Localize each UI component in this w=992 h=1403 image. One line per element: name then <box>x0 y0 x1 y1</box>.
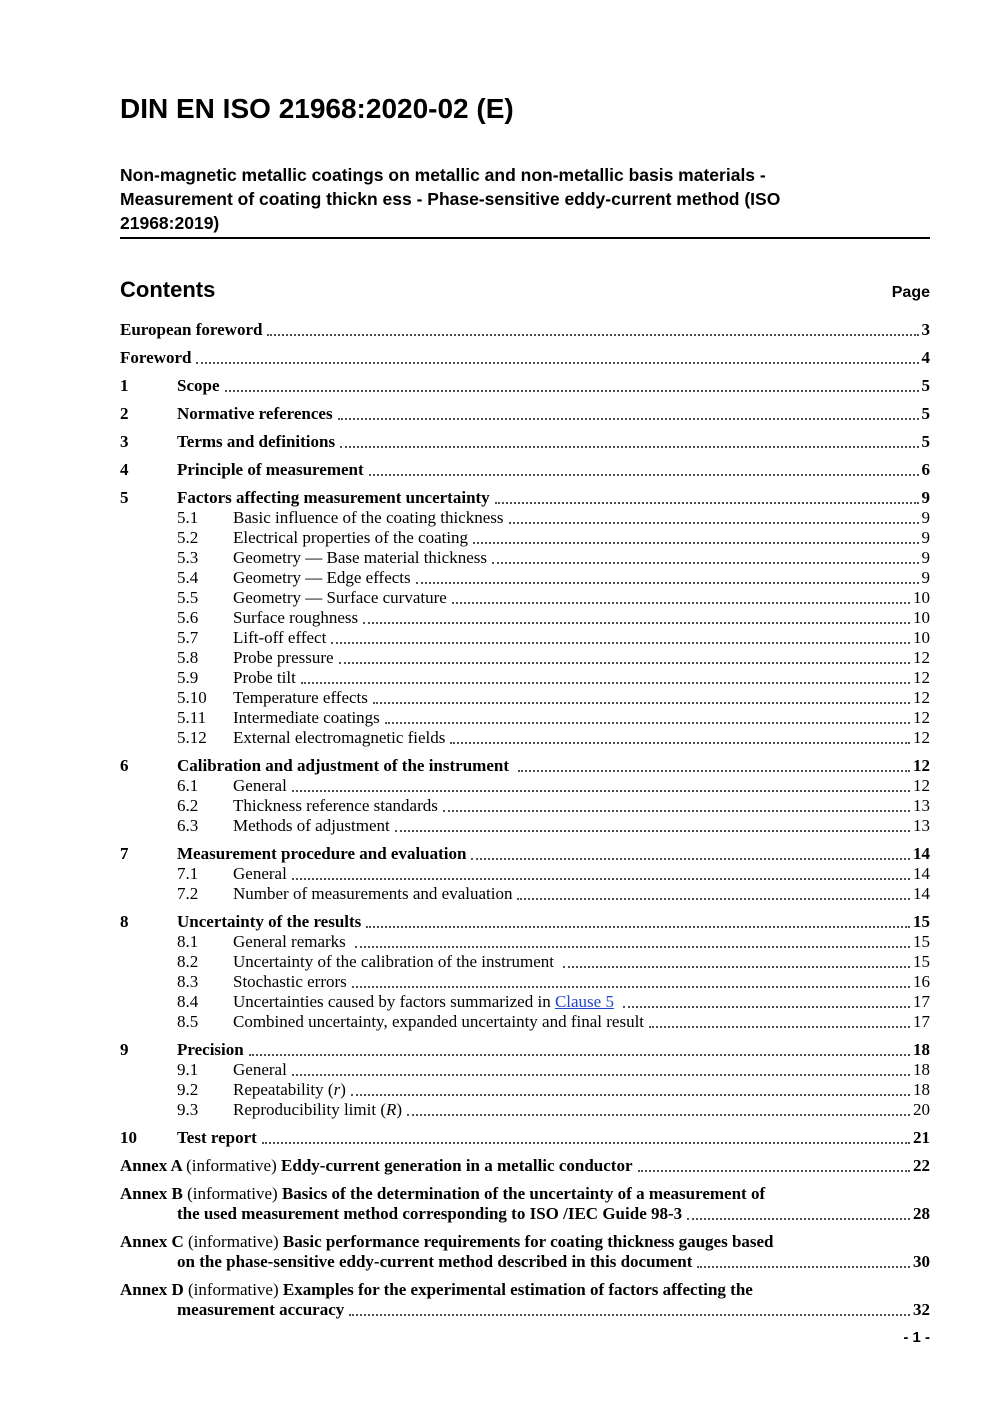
toc-entry-number: 2 <box>120 404 129 423</box>
toc-entry-page: 12 <box>913 776 930 795</box>
toc-entry-page: 21 <box>913 1128 930 1147</box>
dot-leader <box>369 474 919 476</box>
toc-entry-page: 16 <box>913 972 930 991</box>
toc-entry-line <box>120 728 930 748</box>
toc-entry-line <box>120 348 930 368</box>
toc-entry-title: Stochastic errors <box>233 972 347 991</box>
page-column-label: Page <box>891 284 930 301</box>
toc-entry-line <box>120 992 930 1012</box>
dot-leader <box>338 418 919 420</box>
toc-entry-number: 8.5 <box>177 1012 199 1031</box>
toc-entry-title: Precision <box>177 1040 244 1059</box>
toc-entry-title: measurement accuracy <box>177 1300 345 1319</box>
toc-entry-number: 9.1 <box>177 1060 199 1079</box>
dot-leader <box>292 1074 910 1076</box>
toc-entry-line <box>120 548 930 568</box>
toc-entry-line <box>120 488 930 508</box>
toc-entry-number: 5 <box>120 488 129 507</box>
toc-entry-line <box>120 1080 930 1100</box>
toc-entry-page: 17 <box>913 992 930 1011</box>
toc-entry-page: 12 <box>913 668 930 687</box>
toc-entry-page: 12 <box>913 648 930 667</box>
toc-entry-title: Test report <box>177 1128 257 1147</box>
toc-entry-title: Factors affecting measurement uncertainty <box>177 488 490 507</box>
toc-entry-number: 8.2 <box>177 952 199 971</box>
toc-entry-line <box>120 1204 930 1224</box>
dot-leader <box>366 926 910 928</box>
dot-leader <box>351 1094 910 1096</box>
toc-entry-line <box>120 1100 930 1120</box>
toc-entry-line <box>120 688 930 708</box>
toc-link-clause-5[interactable]: Clause 5 <box>554 992 614 1011</box>
toc-entry-page: 15 <box>913 952 930 971</box>
dot-leader <box>452 602 910 604</box>
toc-entry-title: Repeatability (r) <box>233 1080 346 1099</box>
toc-entry-line <box>120 608 930 628</box>
dot-leader <box>443 810 910 812</box>
toc-entry-number: 8 <box>120 912 129 931</box>
toc-entry-title: on the phase-sensitive eddy-current method described in this document <box>177 1252 693 1271</box>
toc-entry-line <box>120 648 930 668</box>
dot-leader <box>471 858 910 860</box>
toc-entry-page: 5 <box>921 432 930 451</box>
toc-entry-line <box>120 1280 930 1300</box>
toc-entry-line <box>120 952 930 972</box>
toc-entry-title: Probe tilt <box>233 668 296 687</box>
dot-leader <box>385 722 910 724</box>
toc-entry-title: Annex C (informative) Basic performance requirements for coating thickness gauges based <box>120 1232 774 1251</box>
toc-entry-page: 18 <box>913 1060 930 1079</box>
toc-entry-number: 3 <box>120 432 129 451</box>
toc-entry-number: 5.4 <box>177 568 199 587</box>
dot-leader <box>292 878 910 880</box>
toc-entry-line <box>120 864 930 884</box>
toc-entry-title: Temperature effects <box>233 688 368 707</box>
dot-leader <box>373 702 910 704</box>
toc-entry-line <box>120 1300 930 1320</box>
toc-entry-title: Terms and definitions <box>177 432 336 451</box>
toc-entry-title: the used measurement method corresponding to ISO /IEC Guide 98-3 <box>177 1204 683 1223</box>
toc-entry-title: Basic influence of the coating thickness <box>233 508 504 527</box>
dot-leader <box>517 898 910 900</box>
toc-entry-page: 4 <box>921 348 930 367</box>
dot-leader <box>355 946 910 948</box>
toc-entry-line <box>120 708 930 728</box>
toc-entry-line <box>120 1040 930 1060</box>
toc-entry-number: 5.8 <box>177 648 199 667</box>
toc-entry-page: 17 <box>913 1012 930 1031</box>
toc-entry-title: Probe pressure <box>233 648 334 667</box>
toc-entry-title: Foreword <box>120 348 192 367</box>
toc-entry-line <box>120 1060 930 1080</box>
dot-leader <box>262 1142 910 1144</box>
toc-entry-line <box>120 816 930 836</box>
dot-leader <box>416 582 919 584</box>
dot-leader <box>301 682 910 684</box>
toc-entry-line <box>120 1012 930 1032</box>
toc-entry-title: Surface roughness <box>233 608 359 627</box>
toc-entry-title: Number of measurements and evaluation <box>233 884 513 903</box>
toc-entry-line <box>120 776 930 796</box>
toc-entry-title: Geometry — Edge effects <box>233 568 411 587</box>
toc-entry-number: 9.3 <box>177 1100 199 1119</box>
toc-entry-line <box>120 1252 930 1272</box>
toc-entry-page: 6 <box>921 460 930 479</box>
dot-leader <box>249 1054 910 1056</box>
toc-entry-title: Lift-off effect <box>233 628 327 647</box>
dot-leader <box>363 622 910 624</box>
dot-leader <box>492 562 919 564</box>
toc-entry-title: Uncertainty of the calibration of the instrument <box>233 952 559 971</box>
toc-entry-page: 9 <box>921 488 930 507</box>
toc-entry-page: 28 <box>913 1204 930 1223</box>
toc-entry-page: 12 <box>913 688 930 707</box>
toc-entry-line <box>120 912 930 932</box>
doc-title-line-2: Measurement of coating thickn ess - Phase-sensitive eddy-current method (ISO <box>120 189 781 209</box>
page-content <box>120 0 930 1320</box>
toc-entry-number: 7.2 <box>177 884 199 903</box>
dot-leader <box>349 1314 910 1316</box>
toc-entry-page: 5 <box>921 404 930 423</box>
toc-entry-page: 5 <box>921 376 930 395</box>
toc-entry-page: 32 <box>913 1300 930 1319</box>
toc-entry-number: 7.1 <box>177 864 199 883</box>
toc-entry-page: 3 <box>921 320 930 339</box>
toc-entry-page: 18 <box>913 1080 930 1099</box>
toc-entry-line <box>120 972 930 992</box>
doc-number: DIN EN ISO 21968:2020-02 (E) <box>120 93 514 124</box>
toc-entry-title: Uncertainties caused by factors summarized in Clause 5 <box>233 992 614 1011</box>
toc-entry-line <box>120 508 930 528</box>
toc-entry-line <box>120 320 930 340</box>
toc-entry-number: 5.9 <box>177 668 199 687</box>
dot-leader <box>339 662 910 664</box>
doc-title-line-1: Non-magnetic metallic coatings on metallic and non-metallic basis materials - <box>120 165 766 185</box>
toc-entry-title: Calibration and adjustment of the instrument <box>177 756 514 775</box>
dot-leader <box>495 502 919 504</box>
toc-entry-line <box>120 588 930 608</box>
toc-entry-number: 9 <box>120 1040 129 1059</box>
toc-list <box>120 320 930 1320</box>
toc-entry-line <box>120 884 930 904</box>
toc-entry-line <box>120 528 930 548</box>
toc-entry-line <box>120 932 930 952</box>
toc-entry-number: 6.3 <box>177 816 199 835</box>
dot-leader <box>331 642 910 644</box>
dot-leader <box>450 742 910 744</box>
toc-entry-page: 9 <box>921 548 930 567</box>
toc-entry-number: 5.12 <box>177 728 207 747</box>
doc-title-line-3: 21968:2019) <box>120 213 220 233</box>
toc-entry-number: 6.1 <box>177 776 199 795</box>
toc-entry-line <box>120 756 930 776</box>
toc-entry-title: Intermediate coatings <box>233 708 380 727</box>
dot-leader <box>340 446 918 448</box>
toc-entry-page: 10 <box>913 588 930 607</box>
toc-entry-title: Uncertainty of the results <box>177 912 362 931</box>
toc-entry-number: 5.10 <box>177 688 207 707</box>
toc-entry-line <box>120 796 930 816</box>
toc-entry-line <box>120 628 930 648</box>
toc-entry-number: 10 <box>120 1128 137 1147</box>
toc-entry-number: 5.11 <box>177 708 207 727</box>
toc-entry-title: Reproducibility limit (R) <box>233 1100 403 1119</box>
toc-entry-title: Principle of measurement <box>177 460 364 479</box>
toc-entry-number: 8.1 <box>177 932 199 951</box>
toc-entry-line <box>120 1184 930 1204</box>
toc-entry-page: 9 <box>921 508 930 527</box>
toc-entry-title: Geometry — Base material thickness <box>233 548 487 567</box>
toc-entry-line <box>120 1232 930 1252</box>
toc-entry-number: 8.4 <box>177 992 199 1011</box>
toc-entry-line <box>120 1128 930 1148</box>
toc-entry-page: 13 <box>913 816 930 835</box>
toc-entry-title: General <box>233 1060 287 1079</box>
dot-leader <box>395 830 910 832</box>
dot-leader <box>196 362 918 364</box>
toc-entry-title: External electromagnetic fields <box>233 728 446 747</box>
dot-leader <box>473 542 918 544</box>
toc-entry-page: 10 <box>913 608 930 627</box>
toc-entry-title: Annex B (informative) Basics of the determination of the uncertainty of a measurement of <box>120 1184 766 1203</box>
toc-entry-title: Annex A (informative) Eddy-current generation in a metallic conductor <box>120 1156 633 1175</box>
toc-entry-page: 13 <box>913 796 930 815</box>
toc-entry-page: 9 <box>921 528 930 547</box>
toc-entry-page: 22 <box>913 1156 930 1175</box>
toc-entry-number: 5.2 <box>177 528 199 547</box>
toc-entry-page: 20 <box>913 1100 930 1119</box>
toc-entry-page: 12 <box>913 728 930 747</box>
toc-entry-line <box>120 460 930 480</box>
dot-leader <box>697 1266 910 1268</box>
toc-entry-title: Thickness reference standards <box>233 796 438 815</box>
dot-leader <box>687 1218 910 1220</box>
toc-entry-page: 9 <box>921 568 930 587</box>
toc-entry-number: 5.6 <box>177 608 199 627</box>
toc-entry-title: Scope <box>177 376 220 395</box>
dot-leader <box>518 770 910 772</box>
dot-leader <box>638 1170 911 1172</box>
toc-entry-title: European foreword <box>120 320 263 339</box>
toc-entry-title: Measurement procedure and evaluation <box>177 844 467 863</box>
toc-entry-number: 4 <box>120 460 129 479</box>
toc-entry-number: 5.1 <box>177 508 199 527</box>
toc-entry-title: Methods of adjustment <box>233 816 390 835</box>
toc-entry-page: 18 <box>913 1040 930 1059</box>
toc-entry-title: Electrical properties of the coating <box>233 528 469 547</box>
toc-entry-line <box>120 376 930 396</box>
contents-header <box>120 277 930 303</box>
toc-entry-page: 30 <box>913 1252 930 1271</box>
toc-entry-title: Normative references <box>177 404 333 423</box>
toc-entry-number: 1 <box>120 376 129 395</box>
toc-entry-line <box>120 404 930 424</box>
toc-entry-title: Combined uncertainty, expanded uncertainty and final result <box>233 1012 645 1031</box>
toc-entry-number: 8.3 <box>177 972 199 991</box>
toc-entry-line <box>120 1156 930 1176</box>
dot-leader <box>623 1006 910 1008</box>
toc-entry-line <box>120 568 930 588</box>
toc-entry-number: 6.2 <box>177 796 199 815</box>
toc-entry-page: 15 <box>913 912 930 931</box>
footer-page-marker: - 1 - <box>903 1329 930 1346</box>
toc-entry-page: 15 <box>913 932 930 951</box>
toc-entry-line <box>120 844 930 864</box>
toc-entry-title: General remarks <box>233 932 351 951</box>
toc-entry-number: 5.3 <box>177 548 199 567</box>
dot-leader <box>352 986 910 988</box>
dot-leader <box>649 1026 910 1028</box>
dot-leader <box>225 390 919 392</box>
dot-leader <box>563 966 910 968</box>
toc-entry-number: 6 <box>120 756 129 775</box>
toc-entry-number: 9.2 <box>177 1080 199 1099</box>
toc-entry-page: 12 <box>913 708 930 727</box>
toc-entry-page: 14 <box>913 884 930 903</box>
toc-entry-title: General <box>233 864 287 883</box>
toc-entry-page: 12 <box>913 756 930 775</box>
toc-entry-number: 5.5 <box>177 588 199 607</box>
toc-entry-title: Geometry — Surface curvature <box>233 588 447 607</box>
toc-entry-title: General <box>233 776 287 795</box>
dot-leader <box>292 790 910 792</box>
toc-entry-page: 10 <box>913 628 930 647</box>
dot-leader <box>509 522 919 524</box>
doc-title <box>120 163 930 235</box>
toc-entry-line <box>120 432 930 452</box>
dot-leader <box>407 1114 910 1116</box>
toc-entry-number: 5.7 <box>177 628 199 647</box>
contents-heading: Contents <box>120 277 216 302</box>
toc-entry-line <box>120 668 930 688</box>
toc-entry-number: 7 <box>120 844 129 863</box>
toc-entry-page: 14 <box>913 844 930 863</box>
toc-entry-title: Annex D (informative) Examples for the experimental estimation of factors affecting the <box>120 1280 753 1299</box>
toc-entry-page: 14 <box>913 864 930 883</box>
horizontal-rule <box>120 237 930 239</box>
dot-leader <box>267 334 918 336</box>
